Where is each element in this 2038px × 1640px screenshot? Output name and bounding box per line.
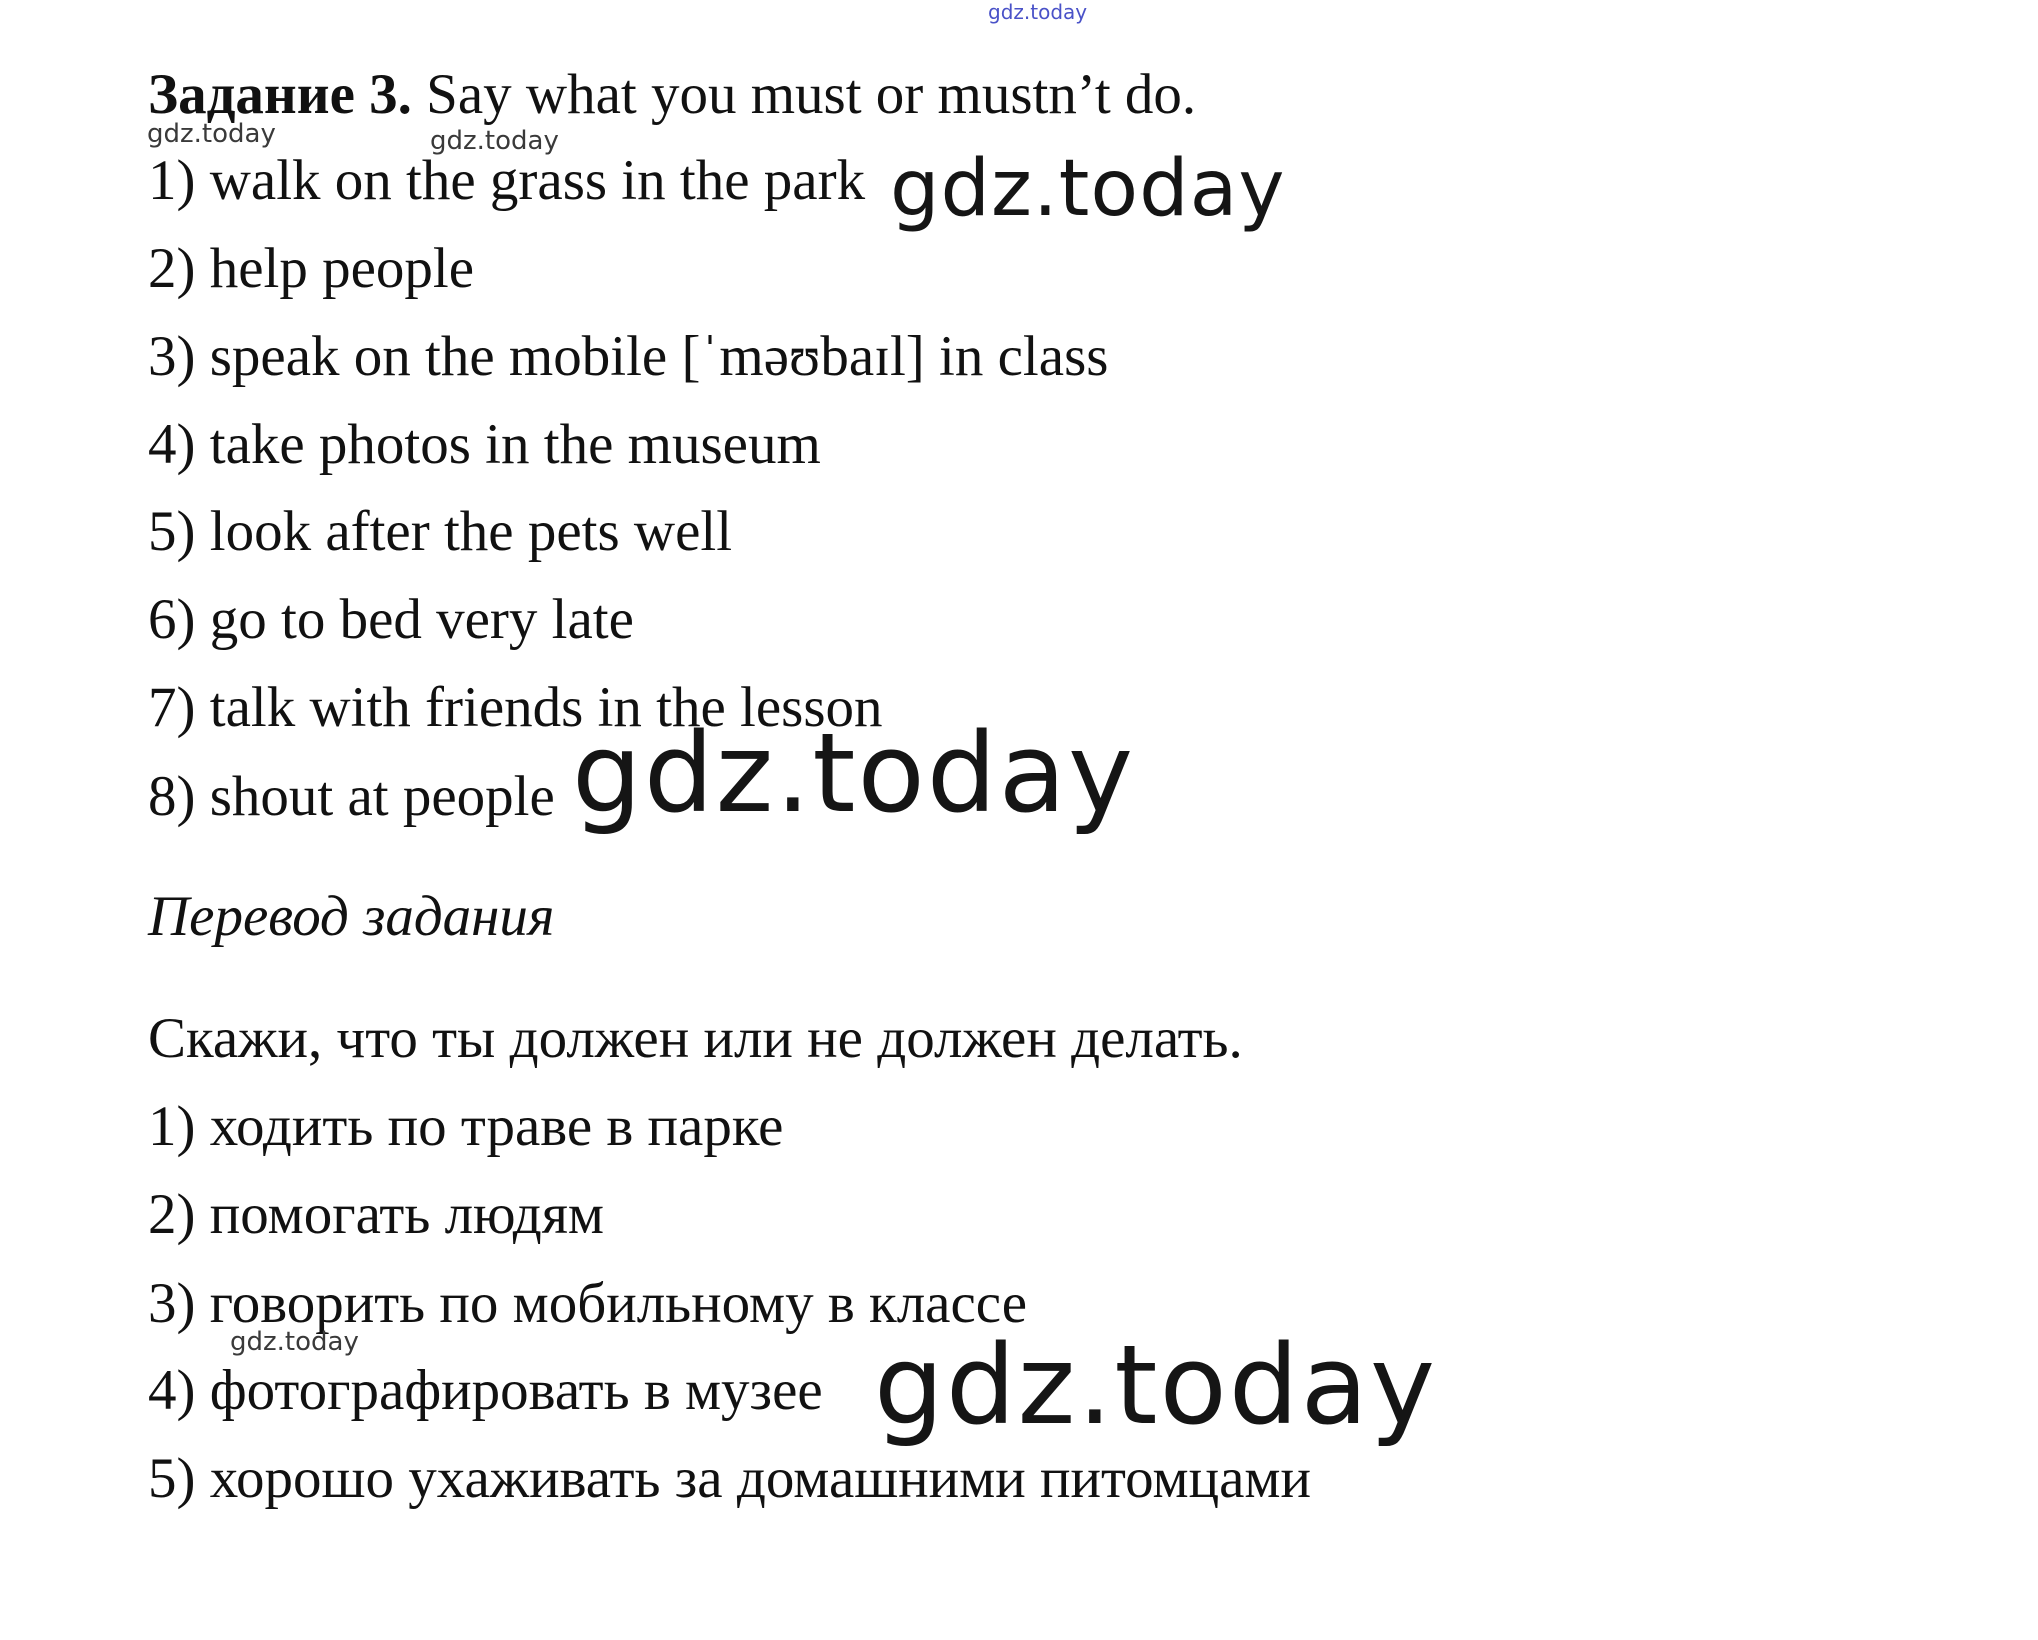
task-label: Задание 3. (148, 63, 412, 126)
russian-item-text: 3) говорить по мобильному в классе (148, 1272, 1028, 1335)
english-item-text: 8) shout at people (148, 765, 555, 828)
english-item-text: 1) walk on the grass in the park (148, 149, 866, 212)
russian-item-text: 4) фотографировать в музее (148, 1359, 823, 1422)
english-item-2 (148, 237, 475, 300)
task-heading (148, 63, 1197, 126)
watermark-huge-1: gdz.today (572, 709, 1136, 837)
english-item-4 (148, 413, 821, 476)
translation-instruction (148, 1007, 1243, 1070)
english-item-text: 3) speak on the mobile [ˈməʊbaɪl] in class (148, 325, 1109, 388)
english-item-5 (148, 500, 733, 563)
russian-item-5 (148, 1447, 1311, 1510)
english-item-text: 5) look after the pets well (148, 500, 733, 563)
russian-item-text: 1) ходить по траве в парке (148, 1095, 784, 1158)
watermark-small-1: gdz.today (147, 119, 276, 149)
watermark-top: gdz.today (988, 0, 1088, 24)
english-item-text: 4) take photos in the museum (148, 413, 821, 476)
translation-instruction-text: Скажи, что ты должен или не должен делать. (148, 1007, 1243, 1070)
russian-item-1 (148, 1095, 784, 1158)
english-item-8 (148, 765, 555, 828)
russian-item-text: 5) хорошо ухаживать за домашними питомцами (148, 1447, 1311, 1510)
english-item-1 (148, 149, 866, 212)
english-item-6 (148, 588, 634, 651)
russian-item-text: 2) помогать людям (148, 1183, 604, 1246)
english-item-text: 2) help people (148, 237, 475, 300)
watermark-huge-2: gdz.today (874, 1321, 1438, 1449)
russian-item-2 (148, 1183, 604, 1246)
english-item-3 (148, 325, 1109, 388)
watermark-big-1: gdz.today (890, 144, 1286, 234)
watermark-small-3: gdz.today (230, 1327, 359, 1357)
translation-heading-text: Перевод задания (148, 885, 555, 948)
translation-heading (148, 885, 555, 948)
english-item-text: 6) go to bed very late (148, 588, 634, 651)
watermark-small-2: gdz.today (430, 126, 559, 156)
english-item-text: 7) talk with friends in the lesson (148, 676, 883, 739)
task-instruction: Say what you must or mustn’t do. (426, 63, 1197, 126)
russian-item-4 (148, 1359, 823, 1422)
